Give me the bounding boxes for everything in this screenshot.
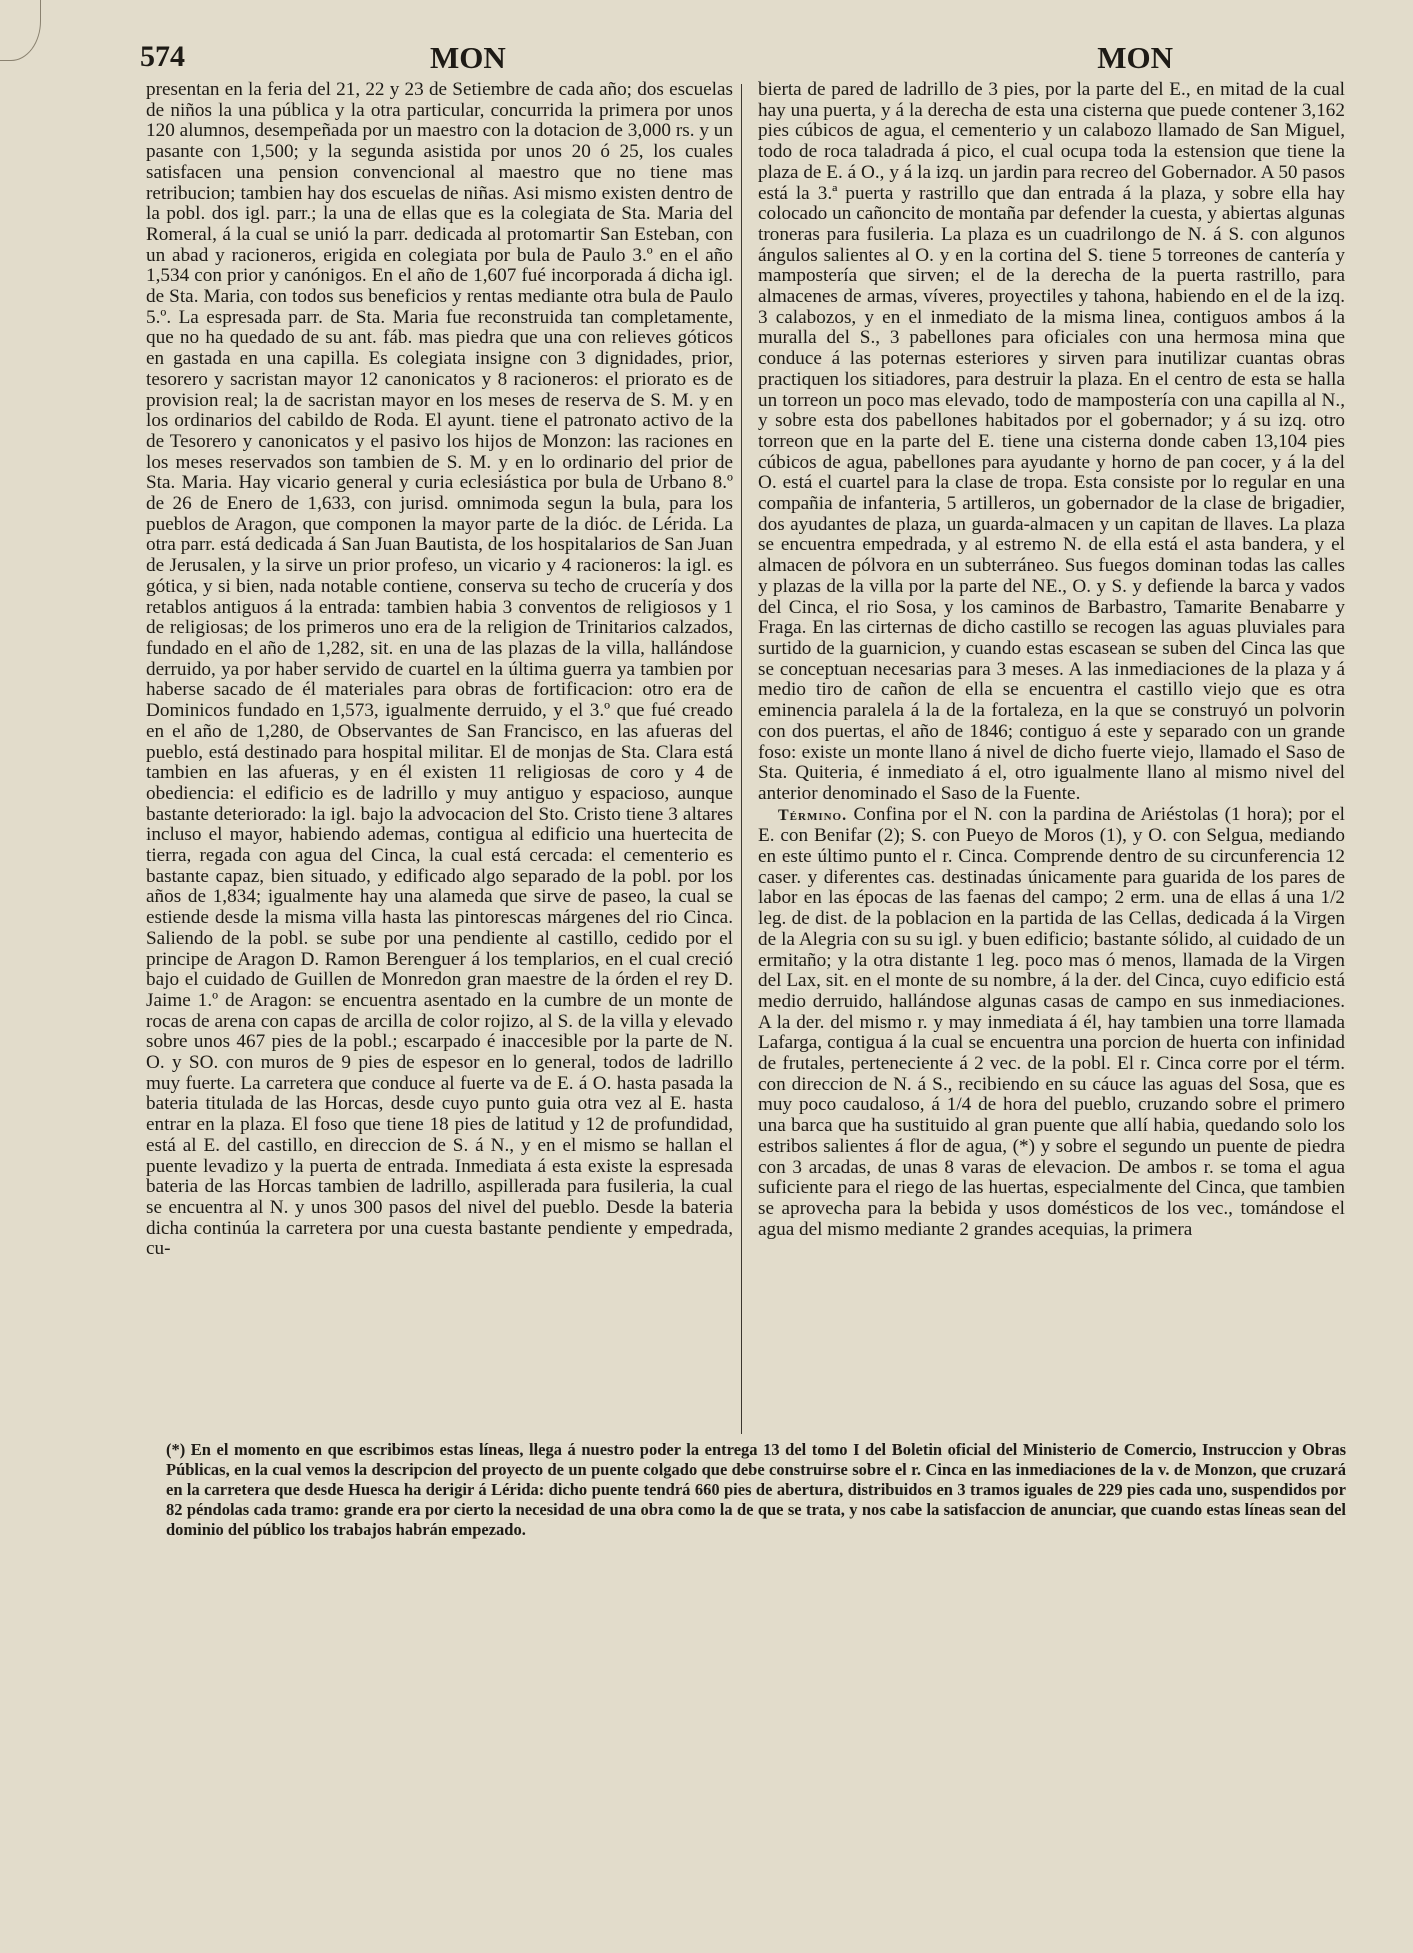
termino-paragraph <box>758 805 1345 1241</box>
text-columns <box>146 80 1344 1430</box>
left-column <box>146 80 733 1430</box>
left-column-text: presentan en la feria del 21, 22 y 23 de Setiembre de cada año; dos escuelas de niños la una pública y la otra particular, concurrida la primera por unos 120 alumnos, desempeñada por un maestro con la dotacion de 3,000 rs. y un pasante con 1,500; y la segunda asistida por unos 20 ó 25, los cuales satisfacen una pension convencional al maestro que no tiene mas retribucion; tambien hay dos escuelas de niñas. Asi mismo existen dentro de la pobl. dos igl. parr.; la una de ellas que es la colegiata de Sta. Maria del Romeral, á la cual se unió la parr. dedicada al protomartir San Esteban, con un abad y racioneros, erigida en colegiata por bula de Paulo 3.º en el año 1,534 con prior y canónigos. En el año de 1,607 fué incorporada á dicha igl. de Sta. Maria, con todos sus beneficios y rentas mediante otra bula de Paulo 5.º. La espresada parr. de Sta. Maria fue reconstruida tan completamente, que no ha quedado de su ant. fáb. mas piedra que una con relieves góticos en gastada en una capilla. Es colegiata insigne con 3 dignidades, prior, tesorero y sacristan mayor 12 canonicatos y 8 racioneros: el priorato es de provision real; la de sacristan mayor en los meses de reserva de S. M. y en los ordinarios del cabildo de Roda. El ayunt. tiene el patronato activo de la de Tesorero y canonicatos y el pasivo los hijos de Monzon: las raciones en los meses reservados son tambien de S. M. y en lo ordinario del prior de Sta. Maria. Hay vicario general y curia eclesiástica por bula de Urbano 8.º de 26 de Enero de 1,633, con jurisd. omnimoda segun la bula, para los pueblos de Aragon, que componen la mayor parte de la dióc. de Lérida. La otra parr. está dedicada á San Juan Bautista, de los hospitalarios de San Juan de Jerusalen, y la sirve un prior profeso, un vicario y 4 racioneros: la igl. es gótica, y si bien, nada notable contiene, conserva su techo de crucería y dos retablos antiguos á la entrada: tambien habia 3 conventos de religiosos y 1 de religiosas; de los primeros uno era de la religion de Trinitarios calzados, fundado en el año de 1,282, sit. en una de las plazas de la villa, hallándose derruido, ya por haber servido de cuartel en la última guerra ya tambien por haberse sacado de él materiales para obras de fortificacion: otro era de Dominicos fundado en 1,573, igualmente derruido, y el 3.º que fué creado en el año de 1,280, de Observantes de San Francisco, en las afueras del pueblo, está destinado para hospital militar. El de monjas de Sta. Clara está tambien en las afueras, y en él existen 11 religiosas de coro y 4 de obediencia: el edificio es de ladrillo y muy antiguo y espacioso, aunque bastante deteriorado: la igl. bajo la advocacion del Sto. Cristo tiene 3 altares incluso el mayor, habiendo ademas, contigua al edificio una huertecita de tierra, regada con agua del Cinca, la cual está cercada: el cementerio es bastante capaz, bien situado, y edificado algo separado de la pobl. por los años de 1,834; igualmente hay una alameda que sirve de paseo, la cual se estiende desde la misma villa hasta las pintorescas márgenes del rio Cinca. Saliendo de la pobl. se sube por una pendiente al castillo, cedido por el principe de Aragon D. Ramon Berenguer á los templarios, en el cual creció bajo el cuidado de Guillen de Monredon gran maestre de la órden el rey D. Jaime 1.º de Aragon: se encuentra asentado en la cumbre de un monte de rocas de arena con capas de arcilla de color rojizo, al S. de la villa y elevado sobre unos 467 pies de la pobl.; escarpado é inaccesible por la parte de N. O. y SO. con muros de 9 pies de espesor en lo general, todos de ladrillo muy fuerte. La carretera que conduce al fuerte va de E. á O. hasta pasada la bateria titulada de las Horcas, desde cuyo punto guia otra vez al E. hasta entrar en la plaza. El foso que tiene 18 pies de latitud y 12 de profundidad, está al E. del castillo, en direccion de S. á N., y en el mismo se hallan el puente levadizo y la puerta de entrada. Inmediata á esta existe la espresada bateria de las Horcas tambien de ladrillo, aspillerada para fusileria, la cual se encuentra al N. y unos 300 pasos del nivel del pueblo. Desde la bateria dicha continúa la carretera por una cuesta bastante pendiente y empedrada, cu- <box>146 80 733 1260</box>
right-column-text-2: Confina por el N. con la pardina de Ariéstolas (1 hora); por el E. con Benifar (2); S. con Pueyo de Moros (1), y O. con Selgua, mediando en este último punto el r. Cinca. Comprende dentro de su circunferencia 12 caser. y diferentes cas. destinadas únicamente para guarida de los pares de labor en las épocas de las faenas del campo; 2 erm. una de ellas á una 1/2 leg. de dist. de la poblacion en la partida de las Cellas, dedicada á la Virgen de la Alegria con su su igl. y buen edificio; bastante sólido, al cuidado de un ermitaño; y la otra distante 1 leg. poco mas ó menos, llamada de la Virgen del Lax, sit. en el monte de su nombre, á la der. del Cinca, cuyo edificio está medio derruido, hallándose algunas casas de campo en sus inmediaciones. A la der. del mismo r. y may inmediata á él, hay tambien una torre llamada Lafarga, contigua á la cual se encuentra una porcion de huerta con infinidad de frutales, perteneciente á 2 vec. de la pobl. El r. Cinca corre por el térm. con direccion de N. á S., recibiendo en su cáuce las aguas del Sosa, que es muy poco caudaloso, á 1/4 de hora del pueblo, cruzando sobre el primero una barca que ha sustituido al gran puente que allí habia, quedando solo los estribos salientes á flor de agua, (*) y sobre el segundo un puente de piedra con 3 arcadas, de unas 8 varas de elevacion. De ambos r. se toma el agua suficiente para el riego de las huertas, especialmente del Cinca, que tambien se aprovecha para la bebida y usos domésticos de los vec., tomándose el agua del mismo mediante 2 grandes acequias, la primera <box>758 803 1345 1240</box>
right-column <box>758 80 1345 1430</box>
right-column-text-1: bierta de pared de ladrillo de 3 pies, por la parte del E., en mitad de la cual hay una puerta, y á la derecha de esta una cisterna que puede contener 3,162 pies cúbicos de agua, el cementerio y un calabozo llamado de San Miguel, todo de roca taladrada á pico, el cual ocupa toda la estension que tiene la plaza de E. á O., y á la izq. un jardin para recreo del Gobernador. A 50 pasos está la 3.ª puerta y rastrillo que dan entrada á la plaza, y sobre ella hay colocado un cañoncito de montaña par defender la cuesta, y abiertas algunas troneras para fusileria. La plaza es un cuadrilongo de N. á S. con algunos ángulos salientes al O. y en la cortina del S. tiene 5 torreones de cantería y mampostería que sirven; el de la derecha de la puerta rastrillo, para almacenes de armas, víveres, proyectiles y tahona, habiendo en el de la izq. 3 calabozos, y en el inmediato de la misma linea, contiguos ambos á la muralla del S., 3 pabellones para oficiales con una hermosa mina que conduce á las poternas esteriores y sirven para inutilizar cuantas obras practiquen los sitiadores, para destruir la plaza. En el centro de esta se halla un torreon un poco mas elevado, todo de mampostería con una capilla al N., y sobre esta dos pabellones habitados por el gobernador; y á su izq. otro torreon que en la parte del E. tiene una cisterna donde caben 13,104 pies cúbicos de agua, pabellones para ayudante y horno de pan cocer, y á la del O. está el cuartel para la clase de tropa. Esta consiste por lo regular en una compañia de infanteria, 5 artilleros, un gobernador de la clase de brigadier, dos ayudantes de plaza, un guarda-almacen y un capitan de llaves. La plaza se encuentra empedrada, y al estremo N. de ella está el asta bandera, y el almacen de pólvora en un subterráneo. Sus fuegos dominan todas las calles y plazas de la villa por la parte del NE., O. y S. y defiende la barca y vados del Cinca, el rio Sosa, y los caminos de Barbastro, Tamarite Benabarre y Fraga. En las cirternas de dicho castillo se recogen las aguas pluviales para surtido de la guarnicion, y cuando estas escasean se suben del Cinca las que se conceptuan necesarias para 3 meses. A las inmediaciones de la plaza y á medio tiro de cañon de ella se encuentra el castillo viejo que es otra eminencia paralela á la de la fortaleza, en la que se construyó un polvorin con dos puertas, el año de 1846; contiguo á este y separado con un grande foso: existe un monte llano á nivel de dicho fuerte viejo, llamado el Saso de Sta. Quiteria, é inmediato á el, otro igualmente llano al mismo nivel del anterior denominado el Saso de la Fuente. <box>758 80 1345 804</box>
page-number: 574 <box>140 40 185 73</box>
running-head-right: MON <box>1097 40 1173 75</box>
running-head-left: MON <box>430 40 506 75</box>
section-label-termino: Término. <box>778 806 848 824</box>
page-corner-fold <box>0 0 41 61</box>
footnote: (*) En el momento en que escribimos estas líneas, llega á nuestro poder la entrega 13 del tomo I del Boletin oficial del Ministerio de Comercio, Instruccion y Obras Públicas, en la cual vemos la descripcion del proyecto de un puente colgado que debe construirse sobre el r. Cinca en las inmediaciones de la v. de Monzon, que cruzará en la carretera que desde Huesca ha derigir á Lérida: dicho puente tendrá 660 pies de abertura, distribuidos en 3 tramos iguales de 229 pies cada uno, suspendidos por 82 péndolas cada tramo: grande era por cierto la necesidad de una obra como la de que se trata, y nos cabe la satisfaccion de anunciar, que cuando estas líneas sean del dominio del público los trabajos habrán empezado. <box>166 1440 1346 1539</box>
